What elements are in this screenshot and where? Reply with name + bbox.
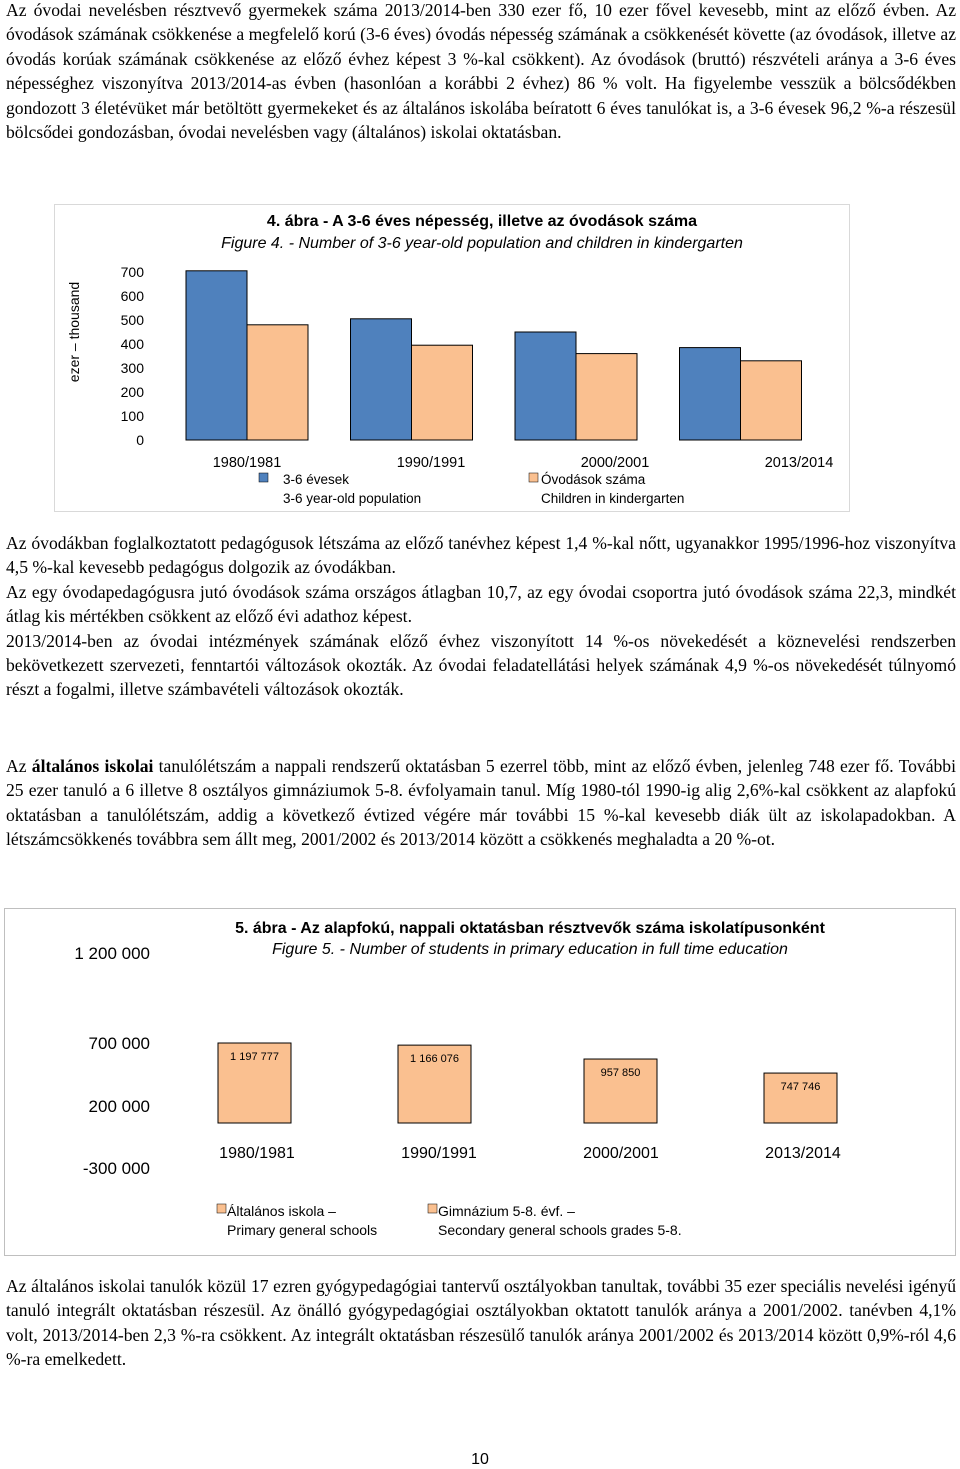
- y-tick-label: -300 000: [82, 1159, 150, 1178]
- legend-label-kindergarten: Óvodások száma: [541, 472, 646, 487]
- bar-kindergarten: [412, 345, 473, 440]
- y-tick-label: 200: [120, 384, 144, 400]
- legend-label-population-en: 3-6 year-old population: [283, 491, 422, 506]
- paragraph-teachers-block: [6, 531, 956, 702]
- bar-population: [515, 332, 576, 440]
- legend-swatch-kindergarten: [529, 473, 538, 482]
- bar-population: [680, 348, 741, 440]
- chart-5-subtitle: Figure 5. - Number of students in primary education in full time education: [272, 941, 788, 958]
- y-tick-label: 700 000: [88, 1034, 150, 1053]
- y-tick-label: 600: [120, 288, 144, 304]
- y-tick-label: 700: [120, 264, 144, 280]
- paragraph-kindergarten-intro: Az óvodai nevelésben résztvevő gyermekek száma 2013/2014-ben 330 ezer fő, 10 ezer fővel kevesebb, mint az előző évben. Az óvodások számának csökkenése a megfelelő korú (3-6 éves) óvodás népesség számának a csökkenését követte (az óvodások, illetve az óvodás korúak számának csökkenése az előző évhez képest 3 %-kal csökkent). Az óvodások (bruttó) részvételi aránya a 3-6 éves népességhez viszonyítva 2013/2014-as évben (hasonlóan a korábbi 2 évhez) 86 % volt. Ha figyelembe vesszük a bölcsődékben gondozott 3 életévüket már betöltött gyermekeket és az általános iskolába beíratott 6 éves tanulókat is, a 3-6 évesek 96,2 %-a részesül bölcsődei gondozásban, óvodai nevelésben vagy (általános) iskolai oktatásban.: [6, 0, 956, 143]
- x-category-label: 1980/1981: [219, 1145, 295, 1162]
- x-category-label: 1990/1991: [401, 1145, 477, 1162]
- paragraph-primary-school: [6, 754, 956, 852]
- chart-figure-5: [4, 908, 956, 1256]
- bar-data-label: 1 197 777: [230, 1051, 279, 1063]
- bar-data-label: 1 166 076: [410, 1053, 459, 1066]
- x-category-label: 2000/2001: [583, 1145, 659, 1162]
- legend-swatch-secondary: [428, 1204, 437, 1213]
- x-category-label: 1990/1991: [396, 455, 466, 471]
- chart-4-subtitle: Figure 4. - Number of 3-6 year-old population and children in kindergarten: [221, 235, 743, 252]
- bar-kindergarten: [741, 361, 802, 440]
- paragraph-primary-school-lead: Az: [6, 756, 32, 776]
- x-category-label: 1980/1981: [212, 455, 282, 471]
- page-number: 10: [471, 1451, 489, 1468]
- chart-4-y-axis-label: ezer – thousand: [66, 281, 82, 383]
- paragraph-special-education: Az általános iskolai tanulók közül 17 ezren gyógypedagógiai tantervű osztályokban tanultak, további 35 ezer speciális nevelési igényű tanuló integrált oktatásban részesül. Az önálló gyógypedagógiai osztályokban oktatott tanulók aránya a 2001/2002. tanévben 4,1% volt, 2013/2014-ben 2,3 %-ra csökkent. Az integrált oktatásban részesülő tanulók aránya 2001/2002 és 2013/2014 között 0,9%-ról 4,6 %-ra emelkedett.: [6, 1276, 956, 1370]
- legend-swatch-population: [259, 473, 268, 482]
- chart-5-title: 5. ábra - Az alapfokú, nappali oktatásban résztvevők száma iskolatípusonként: [235, 920, 825, 937]
- x-category-label: 2013/2014: [765, 1145, 841, 1162]
- y-tick-label: 300: [120, 360, 144, 376]
- paragraph-institutions: 2013/2014-ben az óvodai intézmények számának előző évhez viszonyított 14 %-os növekedését a köznevelési rendszerben bekövetkezett szervezeti, fenntartói változások okozták. Az óvodai feladatellátási helyek számának 4,9 %-os növekedését túlnyomó részt a fogalmi, illetve számbavételi változások okozták.: [6, 630, 956, 700]
- chart-4-title: 4. ábra - A 3-6 éves népesség, illetve az óvodások száma: [266, 213, 698, 230]
- bar-data-label: 957 850: [600, 1067, 641, 1080]
- legend-label-primary-en: Primary general schools: [227, 1222, 378, 1238]
- y-tick-label: 100: [120, 408, 144, 424]
- bar-kindergarten: [247, 325, 308, 440]
- paragraph-primary-school-emphasis: általános iskolai: [31, 756, 154, 776]
- legend-label-population: 3-6 évesek: [283, 472, 350, 487]
- bar-population: [186, 271, 247, 440]
- x-category-label: 2000/2001: [580, 455, 650, 471]
- bar-data-label: 747 746: [780, 1081, 821, 1094]
- y-tick-label: 1 200 000: [74, 944, 150, 963]
- legend-label-primary: Általános iskola –: [227, 1203, 336, 1219]
- legend-label-secondary: Gimnázium 5-8. évf. –: [438, 1203, 575, 1219]
- y-tick-label: 200 000: [88, 1097, 150, 1116]
- chart-figure-4: [54, 204, 850, 512]
- legend-label-kindergarten-en: Children in kindergarten: [541, 491, 685, 506]
- paragraph-teachers: Az óvodákban foglalkoztatott pedagógusok létszáma az előző tanévhez képest 1,4 %-kal nőtt, ugyanakkor 1995/1996-hoz viszonyítva 4,5 %-kal kevesebb pedagógus dolgozik az óvodákban.: [6, 533, 956, 578]
- y-tick-label: 400: [120, 336, 144, 352]
- y-tick-label: 500: [120, 312, 144, 328]
- bar-kindergarten: [576, 354, 637, 440]
- y-tick-label: 0: [136, 432, 144, 448]
- paragraph-ratios: Az egy óvodapedagógusra jutó óvodások száma országos átlagban 10,7, az egy óvodai csoportra jutó óvodások száma 22,3, mindkét átlag kis mértékben csökkent az előző évi adathoz képest.: [6, 581, 956, 627]
- legend-swatch-primary: [217, 1204, 226, 1213]
- paragraph-primary-school-body: tanulólétszám a nappali rendszerű oktatásban 5 ezerrel több, mint az előző évben, jelenleg 748 ezer fő. További 25 ezer tanuló a 6 illetve 8 osztályos gimnáziumok 5-8. évfolyamain tanul. Míg 1980-tól 1990-ig alig 2,6%-kal csökkent az alapfokú oktatásban a tanulólétszám, addig a következő évtized végére már további 15 %-kal kevesebb diák ült az iskolapadokban. A létszámcsökkenés továbbra sem állt meg, 2001/2002 és 2013/2014 között a csökkenés meghaladta a 20 %-ot.: [6, 756, 956, 850]
- x-category-label: 2013/2014: [764, 455, 834, 471]
- bar-population: [351, 319, 412, 440]
- legend-label-secondary-en: Secondary general schools grades 5-8.: [438, 1222, 682, 1238]
